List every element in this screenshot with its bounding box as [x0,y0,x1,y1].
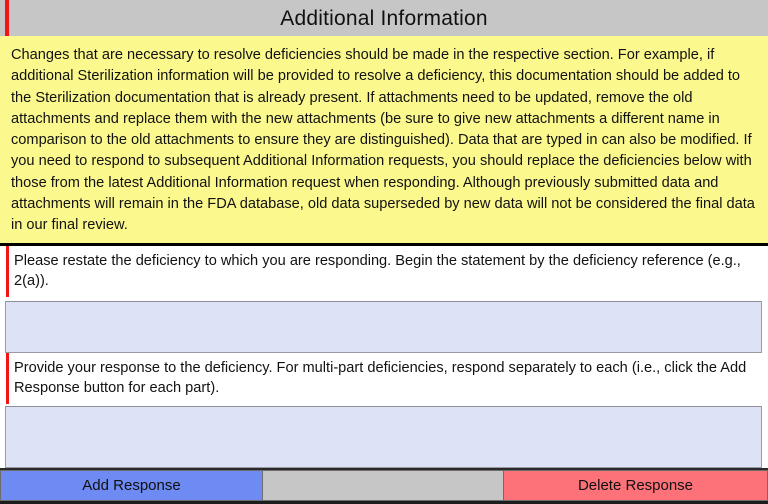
notice-panel [0,36,768,246]
response-field-wrap [0,406,768,468]
deficiency-restatement-input[interactable] [5,301,762,353]
header-accent-bar [5,0,9,36]
form-header [0,0,768,36]
response-instruction-text: Provide your response to the deficiency. For multi-part deficiencies, respond separately to each (i.e., click the Add Response button for each part). [14,359,747,397]
delete-response-button[interactable]: Delete Response [503,470,768,501]
deficiency-instruction-block [0,246,768,297]
notice-text: Changes that are necessary to resolve deficiencies should be made in the respective section. For example, if additional Sterilization information will be provided to resolve a deficiency, this documentation should be added to the Sterilization documentation that is already present. If attachments need to be updated, remove the old attachments and replace them with the new attachments (be sure to give new attachments a different name in comparison to the old attachments to ensure they are distinguished). Data that are typed in can also be modified. If you need to respond to subsequent Additional Information requests, you should replace the deficiencies below with those from the latest Additional Information request when responding. Although previously submitted data and attachments will remain in the FDA database, old data superseded by new data will not be considered the final data in our final review. [11,47,755,234]
response-input[interactable] [5,406,762,468]
add-response-button[interactable]: Add Response [0,470,263,501]
response-section [0,353,768,468]
response-accent-bar [6,353,9,404]
button-bar-spacer [263,470,503,501]
page-title: Additional Information [280,6,488,30]
response-instruction-block [0,353,768,404]
button-bar [0,468,768,504]
deficiency-instruction-text: Please restate the deficiency to which you are responding. Begin the statement by the deficiency reference (e.g., 2(a)). [14,252,741,290]
deficiency-section [0,246,768,353]
deficiency-field-wrap [0,301,768,353]
deficiency-accent-bar [6,246,9,297]
